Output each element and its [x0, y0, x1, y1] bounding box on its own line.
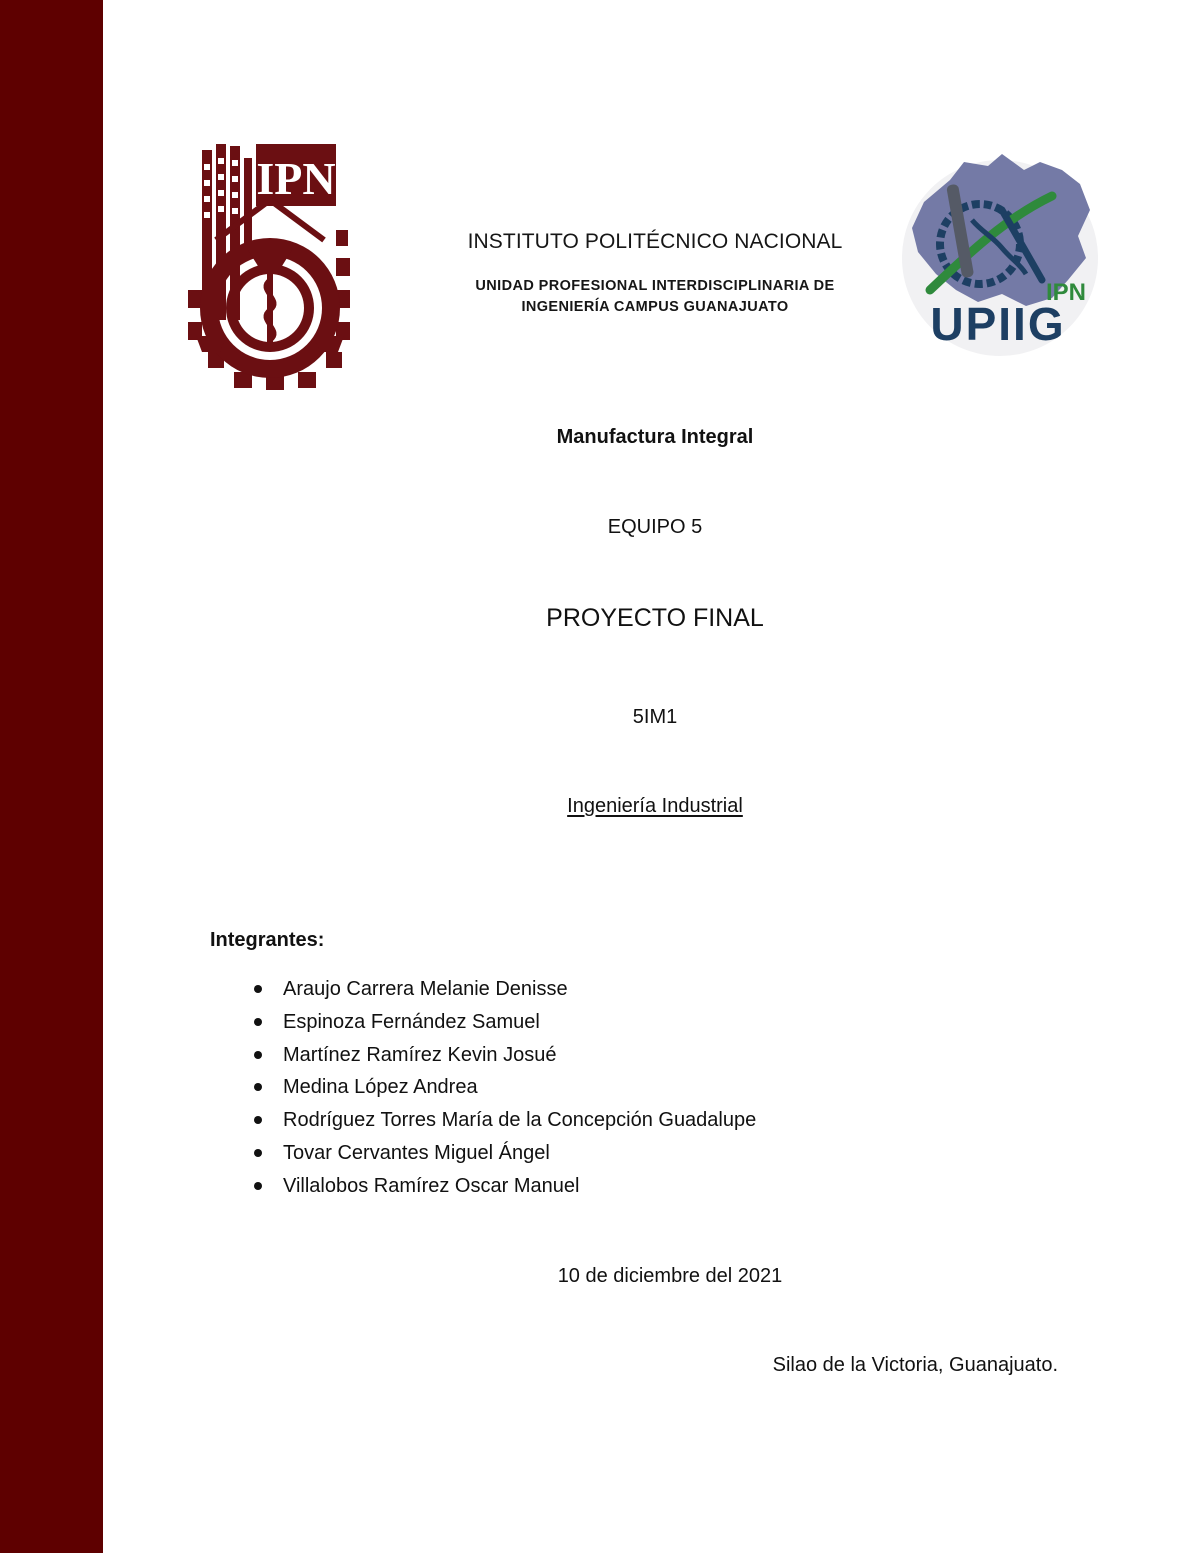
member-name: Medina López Andrea [283, 1076, 478, 1099]
ipn-logo [186, 140, 352, 390]
document-date: 10 de diciembre del 2021 [557, 1265, 783, 1287]
member-item [252, 1105, 756, 1138]
subject-title: Manufactura Integral [556, 426, 754, 448]
career-label: Ingeniería Industrial [567, 795, 743, 817]
upiig-name-text: UPIIG [930, 298, 1066, 350]
bullet-icon [254, 1051, 262, 1059]
bullet-icon [254, 985, 262, 993]
member-item [252, 1171, 756, 1204]
bullet-icon [254, 1116, 262, 1124]
ipn-emblem-icon [186, 140, 352, 390]
team-label: EQUIPO 5 [607, 516, 703, 538]
member-name: Tovar Cervantes Miguel Ángel [283, 1141, 550, 1164]
upiig-logo [902, 140, 1098, 378]
project-title: PROYECTO FINAL [546, 604, 764, 632]
upiig-ipn-text: IPN [1045, 279, 1087, 306]
unit-name [330, 276, 980, 318]
member-item [252, 1138, 756, 1171]
bullet-icon [254, 1083, 262, 1091]
member-name: Martínez Ramírez Kevin Josué [283, 1043, 557, 1066]
ipn-logo-text: IPN [256, 153, 336, 204]
unit-name-line-2: INGENIERÍA CAMPUS GUANAJUATO [521, 299, 789, 315]
unit-name-line-1: UNIDAD PROFESIONAL INTERDISCIPLINARIA DE [475, 278, 835, 294]
side-accent-bar [0, 0, 103, 1553]
members-list [252, 974, 756, 1204]
bullet-icon [254, 1018, 262, 1026]
institute-name: INSTITUTO POLITÉCNICO NACIONAL [467, 230, 843, 253]
member-item [252, 974, 756, 1007]
member-item [252, 1040, 756, 1073]
bullet-icon [254, 1182, 262, 1190]
member-item [252, 1072, 756, 1105]
upiig-emblem-icon [902, 140, 1098, 378]
member-name: Espinoza Fernández Samuel [283, 1010, 540, 1033]
member-name: Araujo Carrera Melanie Denisse [283, 978, 568, 1000]
members-heading: Integrantes: [210, 929, 325, 951]
group-label: 5IM1 [632, 706, 678, 728]
member-item [252, 1007, 756, 1040]
bullet-icon [254, 1149, 262, 1157]
document-place: Silao de la Victoria, Guanajuato. [772, 1354, 1058, 1376]
member-name: Villalobos Ramírez Oscar Manuel [283, 1174, 580, 1197]
member-name: Rodríguez Torres María de la Concepción Guadalupe [283, 1109, 757, 1132]
